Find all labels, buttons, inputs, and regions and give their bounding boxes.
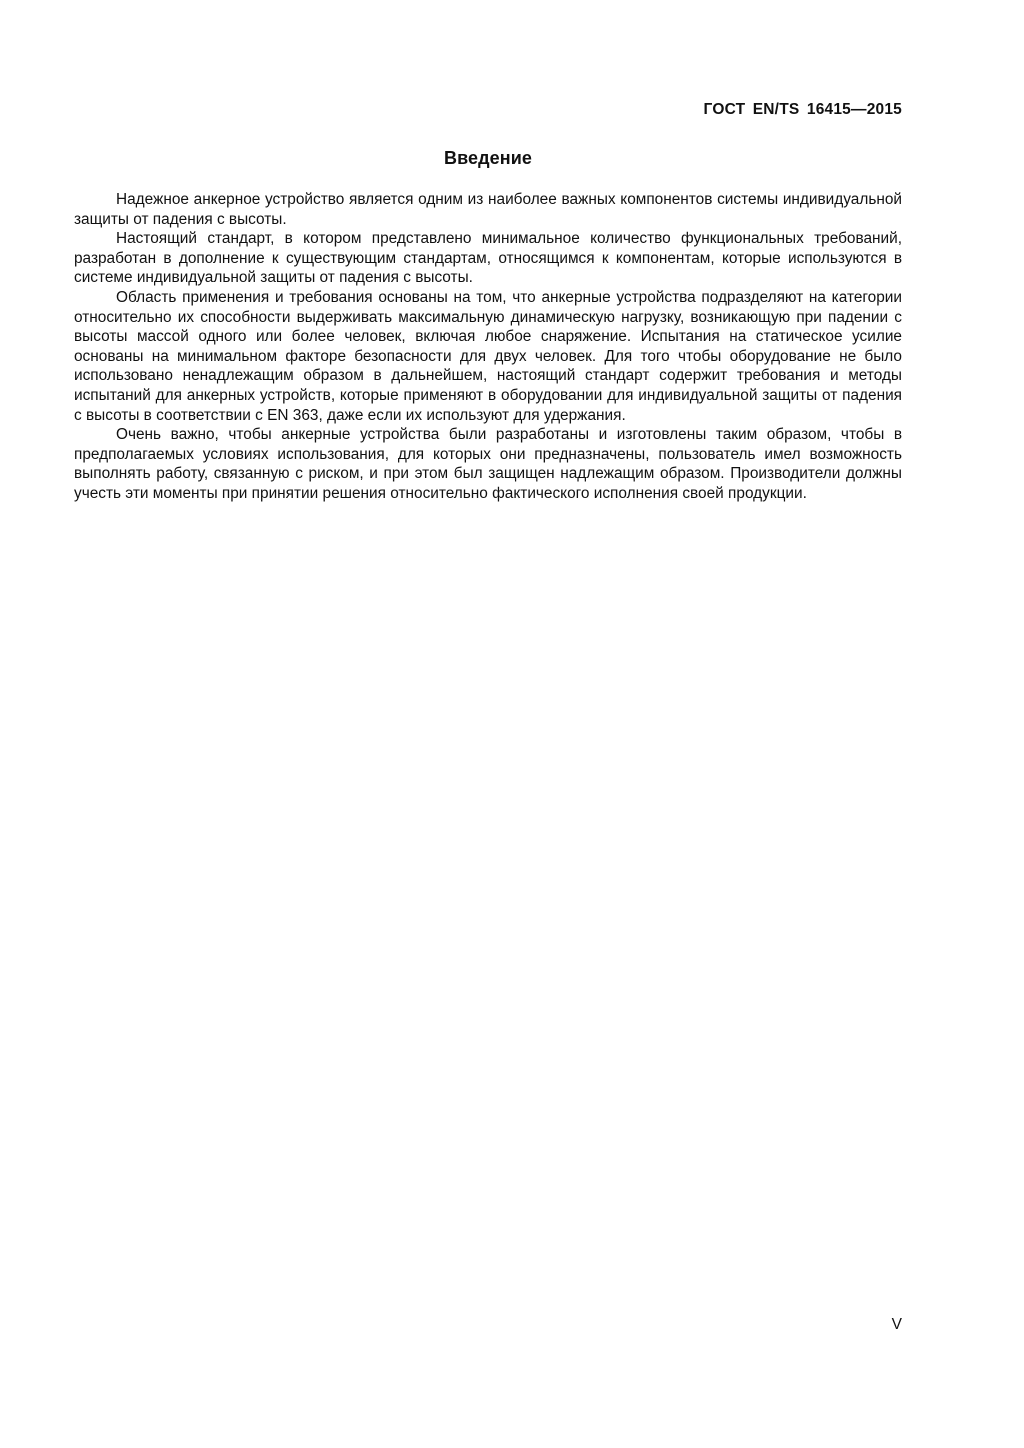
page-number: V	[891, 1316, 902, 1333]
standard-code-header: ГОСТ EN/TS 16415—2015	[703, 101, 902, 118]
paragraph: Настоящий стандарт, в котором представлено минимальное количество функциональных требований, разработан в дополнение к существующим стандартам, относящимся к компонентам, которые используются в системе индивидуальной защиты от падения с высоты.	[74, 230, 902, 287]
paragraph: Очень важно, чтобы анкерные устройства были разработаны и изготовлены таким образом, чтобы в предполагаемых условиях использования, для которых они предназначены, пользователь имел возможность выполнять работу, связанную с риском, и при этом был защищен надлежащим образом. Производители должны учесть эти моменты при принятии решения относительно фактического исполнения своей продукции.	[74, 426, 902, 502]
introduction-body	[74, 190, 902, 504]
paragraph: Надежное анкерное устройство является одним из наиболее важных компонентов системы индивидуальной защиты от падения с высоты.	[74, 191, 902, 228]
paragraph: Область применения и требования основаны на том, что анкерные устройства подразделяют на категории относительно их способности выдерживать максимальную динамическую нагрузку, возникающую при падении с высоты массой одного или более человек, включая любое снаряжение. Испытания на статическое усилие основаны на минимальном факторе безопасности для двух человек. Для того чтобы оборудование не было использовано ненадлежащим образом в дальнейшем, настоящий стандарт содержит требования и методы испытаний для анкерных устройств, которые применяют в оборудовании для индивидуальной защиты от падения с высоты в соответствии с EN 363, даже если их используют для удержания.	[74, 288, 902, 424]
section-title: Введение	[443, 148, 533, 168]
